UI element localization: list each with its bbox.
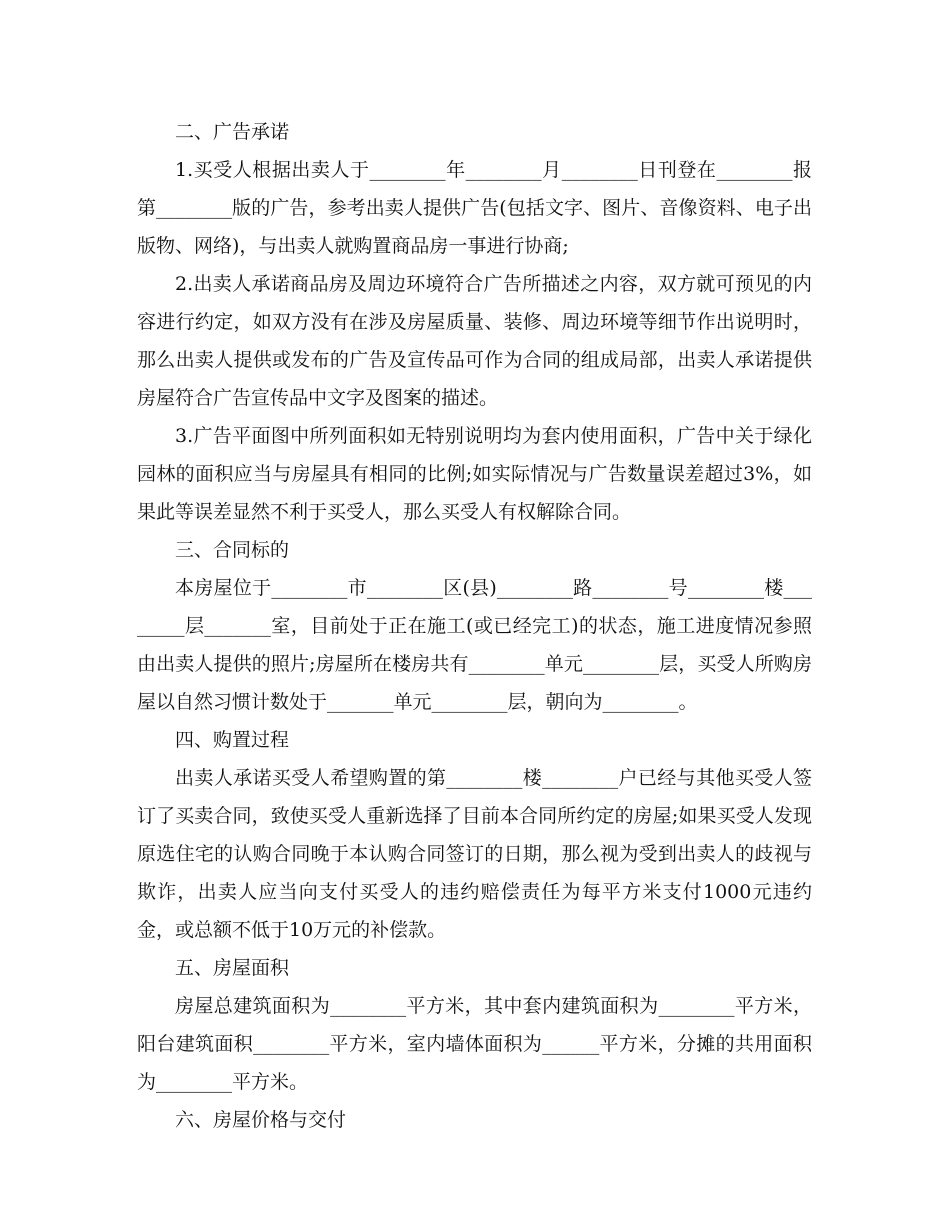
section-heading-advertising-promise: 二、广告承诺 xyxy=(175,121,290,143)
paragraph-contract-subject: 本房屋位于________市________区(县)________路________号________楼________层_______室，目前处于正在施工(或已经完工)的状态，施工进度情况参照由出卖人提供的照片;房屋所在楼房共有________单元________层，买受人所购房屋以自然习惯计数处于_______单元________层，朝向为________。 xyxy=(137,577,812,713)
paragraph-house-area: 房屋总建筑面积为________平方米，其中套内建筑面积为________平方米，阳台建筑面积________平方米，室内墙体面积为______平方米，分摊的共用面积为________平方米。 xyxy=(137,995,812,1093)
document-body xyxy=(137,113,812,1139)
section-heading-price-delivery: 六、房屋价格与交付 xyxy=(175,1109,347,1131)
section-heading-house-area: 五、房屋面积 xyxy=(175,957,290,979)
section-heading-purchase-process: 四、购置过程 xyxy=(175,729,290,751)
paragraph-purchase-process: 出卖人承诺买受人希望购置的第________楼________户已经与其他买受人签订了买卖合同，致使买受人重新选择了目前本合同所约定的房屋;如果买受人发现原选住宅的认购合同晚于本认购合同签订的日期，那么视为受到出卖人的歧视与欺诈，出卖人应当向支付买受人的违约赔偿责任为每平方米支付1000元违约金，或总额不低于10万元的补偿款。 xyxy=(137,767,812,941)
paragraph-advertising-3: 3.广告平面图中所列面积如无特别说明均为套内使用面积，广告中关于绿化园林的面积应当与房屋具有相同的比例;如实际情况与广告数量误差超过3%，如果此等误差显然不利于买受人，那么买受人有权解除合同。 xyxy=(137,425,812,523)
paragraph-advertising-1: 1.买受人根据出卖人于________年________月________日刊登在________报第________版的广告，参考出卖人提供广告(包括文字、图片、音像资料、电子出版物、网络)，与出卖人就购置商品房一事进行协商; xyxy=(137,159,812,257)
section-heading-contract-subject: 三、合同标的 xyxy=(175,539,290,561)
paragraph-advertising-2: 2.出卖人承诺商品房及周边环境符合广告所描述之内容，双方就可预见的内容进行约定，如双方没有在涉及房屋质量、装修、周边环境等细节作出说明时，那么出卖人提供或发布的广告及宣传品可作为合同的组成局部，出卖人承诺提供房屋符合广告宣传品中文字及图案的描述。 xyxy=(137,273,812,409)
